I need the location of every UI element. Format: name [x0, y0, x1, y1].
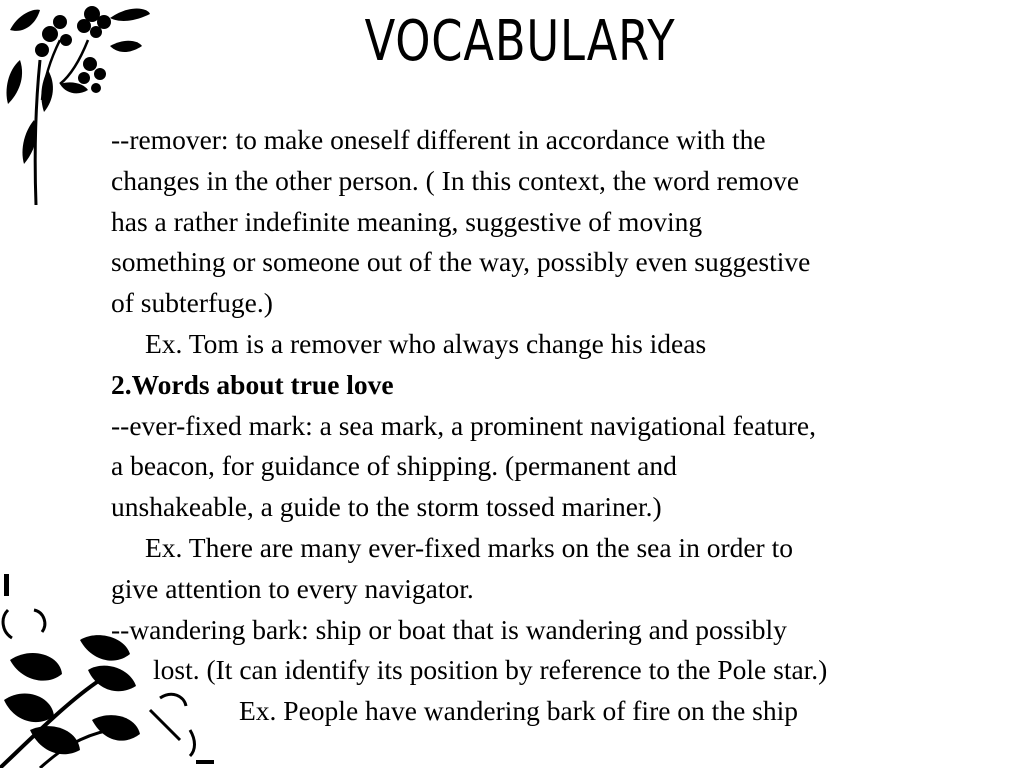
body-line: lost. (It can identify its position by reference to the Pole star.) — [153, 654, 828, 686]
example-line: Ex. Tom is a remover who always change his ideas — [145, 327, 707, 359]
section-heading: 2.Words about true love — [111, 368, 394, 400]
body-line: --wandering bark: ship or boat that is wandering and possibly — [111, 613, 787, 645]
body-line: of subterfuge.) — [111, 287, 273, 319]
slide-body — [111, 120, 1011, 732]
body-line: unshakeable, a guide to the storm tossed mariner.) — [111, 491, 662, 523]
body-line: --remover: to make oneself different in accordance with the — [111, 124, 766, 155]
example-line: Ex. There are many ever-fixed marks on the sea in order to — [145, 531, 793, 563]
body-line: has a rather indefinite meaning, suggestive of moving — [111, 205, 703, 237]
slide-title: VOCABULARY — [364, 9, 676, 74]
body-line: --ever-fixed mark: a sea mark, a prominent navigational feature, — [111, 409, 816, 441]
body-line: a beacon, for guidance of shipping. (permanent and — [111, 450, 677, 482]
body-line: something or someone out of the way, possibly even suggestive — [111, 246, 811, 278]
body-line: changes in the other person. ( In this context, the word remove — [111, 164, 800, 196]
body-line: give attention to every navigator. — [111, 572, 474, 604]
example-line: Ex. People have wandering bark of fire on the ship — [239, 695, 798, 727]
